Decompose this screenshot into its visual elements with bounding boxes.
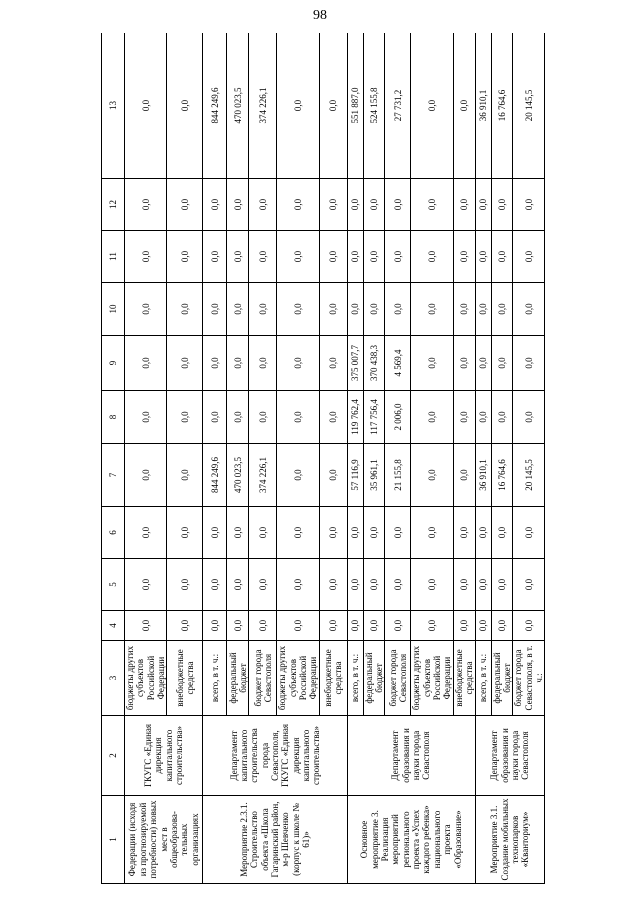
value-cell: 0,0 <box>249 283 277 336</box>
value-cell: 0,0 <box>277 179 319 231</box>
value-cell: 0,0 <box>475 336 491 391</box>
value-cell: 0,0 <box>319 231 347 283</box>
funding-source-cell: всего, в т. ч.: <box>475 641 491 716</box>
value-cell: 0,0 <box>203 336 227 391</box>
value-cell: 0,0 <box>125 336 167 391</box>
value-cell: 0,0 <box>513 611 545 641</box>
value-cell: 0,0 <box>203 559 227 611</box>
value-cell: 0,0 <box>411 507 453 559</box>
value-cell: 0,0 <box>277 611 319 641</box>
value-cell: 21 155,8 <box>385 444 411 507</box>
value-cell: 0,0 <box>453 33 475 179</box>
value-cell: 0,0 <box>319 391 347 444</box>
table-row <box>347 33 363 884</box>
value-cell: 57 116,9 <box>347 444 363 507</box>
funding-source-cell: бюджет города Севастополя <box>249 641 277 716</box>
value-cell: 0,0 <box>125 611 167 641</box>
value-cell: 0,0 <box>411 444 453 507</box>
value-cell: 0,0 <box>453 559 475 611</box>
value-cell: 0,0 <box>347 559 363 611</box>
value-cell: 0,0 <box>125 391 167 444</box>
table-body <box>125 33 545 884</box>
value-cell: 375 007,7 <box>347 336 363 391</box>
value-cell: 0,0 <box>475 231 491 283</box>
value-cell: 0,0 <box>453 283 475 336</box>
value-cell: 0,0 <box>125 231 167 283</box>
funding-source-cell: всего, в т. ч.: <box>347 641 363 716</box>
value-cell: 0,0 <box>347 507 363 559</box>
value-cell: 0,0 <box>203 611 227 641</box>
value-cell: 0,0 <box>167 507 203 559</box>
value-cell: 0,0 <box>167 283 203 336</box>
value-cell: 0,0 <box>249 507 277 559</box>
column-number-header: 8 <box>102 391 125 444</box>
executor-cell: Департамент образования и науки города Севастополя <box>347 716 475 796</box>
value-cell: 0,0 <box>319 507 347 559</box>
value-cell: 0,0 <box>319 33 347 179</box>
value-cell: 0,0 <box>249 179 277 231</box>
value-cell: 0,0 <box>167 391 203 444</box>
column-number-header: 11 <box>102 231 125 283</box>
value-cell: 0,0 <box>125 179 167 231</box>
column-number-header: 1 <box>102 796 125 884</box>
value-cell: 0,0 <box>203 283 227 336</box>
value-cell: 0,0 <box>475 391 491 444</box>
value-cell: 0,0 <box>385 507 411 559</box>
value-cell: 844 249,6 <box>203 444 227 507</box>
funding-source-cell: внебюджетные средства <box>167 641 203 716</box>
value-cell: 0,0 <box>203 507 227 559</box>
value-cell: 16 764,6 <box>491 444 513 507</box>
value-cell: 374 226,1 <box>249 33 277 179</box>
funding-source-cell: внебюджетные средства <box>453 641 475 716</box>
column-number-header: 10 <box>102 283 125 336</box>
value-cell: 0,0 <box>513 391 545 444</box>
value-cell: 0,0 <box>167 559 203 611</box>
value-cell: 0,0 <box>125 559 167 611</box>
value-cell: 0,0 <box>513 283 545 336</box>
value-cell: 470 023,5 <box>227 444 249 507</box>
column-number-header: 4 <box>102 611 125 641</box>
value-cell: 0,0 <box>385 179 411 231</box>
executor-cell: Департамент образования и науки города Севастополя <box>475 716 545 796</box>
value-cell: 2 006,0 <box>385 391 411 444</box>
value-cell: 0,0 <box>125 283 167 336</box>
value-cell: 36 910,1 <box>475 444 491 507</box>
budget-table <box>101 33 545 884</box>
executor-cell: Департамент капитального строительства города Севастополя, ГКУГС «Единая дирекция капитального строительства» <box>203 716 347 796</box>
value-cell: 0,0 <box>347 231 363 283</box>
value-cell: 0,0 <box>249 611 277 641</box>
value-cell: 0,0 <box>411 283 453 336</box>
funding-source-cell: бюджет города Севастополя <box>385 641 411 716</box>
value-cell: 0,0 <box>347 179 363 231</box>
value-cell: 0,0 <box>167 611 203 641</box>
column-number-header: 12 <box>102 179 125 231</box>
value-cell: 117 756,4 <box>363 391 385 444</box>
value-cell: 0,0 <box>203 179 227 231</box>
funding-source-cell: бюджеты других субъектов Российской Федерации <box>125 641 167 716</box>
value-cell: 35 961,1 <box>363 444 385 507</box>
value-cell: 370 438,3 <box>363 336 385 391</box>
value-cell: 0,0 <box>167 33 203 179</box>
value-cell: 0,0 <box>319 336 347 391</box>
page-number: 98 <box>313 8 327 23</box>
column-number-header: 5 <box>102 559 125 611</box>
column-number-header: 7 <box>102 444 125 507</box>
value-cell: 0,0 <box>513 179 545 231</box>
value-cell: 0,0 <box>319 559 347 611</box>
value-cell: 0,0 <box>319 444 347 507</box>
value-cell: 0,0 <box>385 283 411 336</box>
value-cell: 0,0 <box>411 179 453 231</box>
value-cell: 0,0 <box>453 611 475 641</box>
value-cell: 0,0 <box>227 283 249 336</box>
value-cell: 0,0 <box>277 336 319 391</box>
value-cell: 0,0 <box>411 559 453 611</box>
value-cell: 0,0 <box>125 444 167 507</box>
value-cell: 0,0 <box>491 391 513 444</box>
value-cell: 0,0 <box>249 559 277 611</box>
value-cell: 0,0 <box>513 507 545 559</box>
value-cell: 0,0 <box>475 559 491 611</box>
value-cell: 0,0 <box>453 444 475 507</box>
value-cell: 0,0 <box>167 444 203 507</box>
value-cell: 0,0 <box>411 231 453 283</box>
funding-source-cell: всего, в т. ч.: <box>203 641 227 716</box>
activity-name-cell: Мероприятие 2.3.1. Строительство объекта «Школа Гагаринский район, м-р Шевченко (корпус к школе № 61)» <box>203 796 347 884</box>
value-cell: 0,0 <box>167 336 203 391</box>
value-cell: 0,0 <box>453 507 475 559</box>
value-cell: 0,0 <box>125 33 167 179</box>
table-row <box>203 33 227 884</box>
value-cell: 0,0 <box>227 231 249 283</box>
value-cell: 27 731,2 <box>385 33 411 179</box>
value-cell: 0,0 <box>249 336 277 391</box>
value-cell: 0,0 <box>227 611 249 641</box>
column-number-header: 2 <box>102 716 125 796</box>
funding-source-cell: бюджеты других субъектов Российской Федерации <box>411 641 453 716</box>
value-cell: 0,0 <box>347 611 363 641</box>
column-number-header: 6 <box>102 507 125 559</box>
value-cell: 20 145,5 <box>513 444 545 507</box>
value-cell: 0,0 <box>347 283 363 336</box>
funding-source-cell: федеральный бюджет <box>491 641 513 716</box>
activity-name-cell: Мероприятие 3.1. Создание мобильных технопарков «Кванториум» <box>475 796 545 884</box>
value-cell: 0,0 <box>513 231 545 283</box>
value-cell: 0,0 <box>363 231 385 283</box>
value-cell: 0,0 <box>491 559 513 611</box>
value-cell: 0,0 <box>491 179 513 231</box>
value-cell: 0,0 <box>277 391 319 444</box>
value-cell: 844 249,6 <box>203 33 227 179</box>
value-cell: 0,0 <box>363 507 385 559</box>
value-cell: 0,0 <box>277 507 319 559</box>
value-cell: 0,0 <box>167 179 203 231</box>
value-cell: 0,0 <box>453 391 475 444</box>
value-cell: 0,0 <box>249 391 277 444</box>
value-cell: 0,0 <box>277 231 319 283</box>
value-cell: 0,0 <box>227 391 249 444</box>
value-cell: 524 155,8 <box>363 33 385 179</box>
value-cell: 0,0 <box>411 33 453 179</box>
funding-source-cell: федеральный бюджет <box>363 641 385 716</box>
value-cell: 0,0 <box>385 611 411 641</box>
value-cell: 0,0 <box>227 559 249 611</box>
value-cell: 0,0 <box>319 611 347 641</box>
value-cell: 0,0 <box>277 283 319 336</box>
executor-cell: ГКУГС «Единая дирекция капитального строительства» <box>125 716 203 796</box>
column-number-header: 3 <box>102 641 125 716</box>
value-cell: 0,0 <box>363 559 385 611</box>
value-cell: 374 226,1 <box>249 444 277 507</box>
value-cell: 0,0 <box>167 231 203 283</box>
value-cell: 0,0 <box>203 231 227 283</box>
value-cell: 0,0 <box>513 559 545 611</box>
value-cell: 0,0 <box>385 559 411 611</box>
value-cell: 0,0 <box>411 391 453 444</box>
activity-name-cell: Основное мероприятие 3. Реализация мероприятий регионального проекта «Успех каждого ребенка» национального проекта «Образование» <box>347 796 475 884</box>
value-cell: 551 887,0 <box>347 33 363 179</box>
column-number-header: 13 <box>102 33 125 179</box>
value-cell: 0,0 <box>491 231 513 283</box>
value-cell: 0,0 <box>277 444 319 507</box>
value-cell: 0,0 <box>453 179 475 231</box>
funding-source-cell: бюджет города Севастополя, в т. ч.: <box>513 641 545 716</box>
table-frame <box>101 33 576 884</box>
value-cell: 0,0 <box>491 507 513 559</box>
value-cell: 0,0 <box>475 611 491 641</box>
value-cell: 0,0 <box>513 336 545 391</box>
value-cell: 119 762,4 <box>347 391 363 444</box>
value-cell: 0,0 <box>319 283 347 336</box>
column-number-row <box>102 33 125 884</box>
rotated-table-container <box>101 33 576 884</box>
value-cell: 0,0 <box>227 179 249 231</box>
value-cell: 0,0 <box>125 507 167 559</box>
value-cell: 0,0 <box>475 507 491 559</box>
value-cell: 0,0 <box>411 611 453 641</box>
column-number-header: 9 <box>102 336 125 391</box>
value-cell: 0,0 <box>385 231 411 283</box>
value-cell: 0,0 <box>453 336 475 391</box>
value-cell: 36 910,1 <box>475 33 491 179</box>
value-cell: 16 764,6 <box>491 33 513 179</box>
value-cell: 0,0 <box>453 231 475 283</box>
value-cell: 0,0 <box>227 336 249 391</box>
table-row <box>475 33 491 884</box>
funding-source-cell: внебюджетные средства <box>319 641 347 716</box>
value-cell: 0,0 <box>475 283 491 336</box>
value-cell: 0,0 <box>411 336 453 391</box>
value-cell: 0,0 <box>319 179 347 231</box>
value-cell: 0,0 <box>491 283 513 336</box>
value-cell: 0,0 <box>363 611 385 641</box>
value-cell: 4 569,4 <box>385 336 411 391</box>
value-cell: 0,0 <box>203 391 227 444</box>
value-cell: 0,0 <box>249 231 277 283</box>
activity-name-cell: Федерации (исходя из прогнозируемой потребности) новых мест в общеобразова-тельных организациях <box>125 796 203 884</box>
value-cell: 0,0 <box>227 507 249 559</box>
value-cell: 0,0 <box>363 179 385 231</box>
value-cell: 0,0 <box>491 611 513 641</box>
value-cell: 0,0 <box>277 559 319 611</box>
value-cell: 0,0 <box>475 179 491 231</box>
value-cell: 0,0 <box>277 33 319 179</box>
value-cell: 0,0 <box>363 283 385 336</box>
funding-source-cell: бюджеты других субъектов Российской Федерации <box>277 641 319 716</box>
table-row <box>125 33 167 884</box>
value-cell: 470 023,5 <box>227 33 249 179</box>
value-cell: 0,0 <box>491 336 513 391</box>
value-cell: 20 145,5 <box>513 33 545 179</box>
funding-source-cell: федеральный бюджет <box>227 641 249 716</box>
